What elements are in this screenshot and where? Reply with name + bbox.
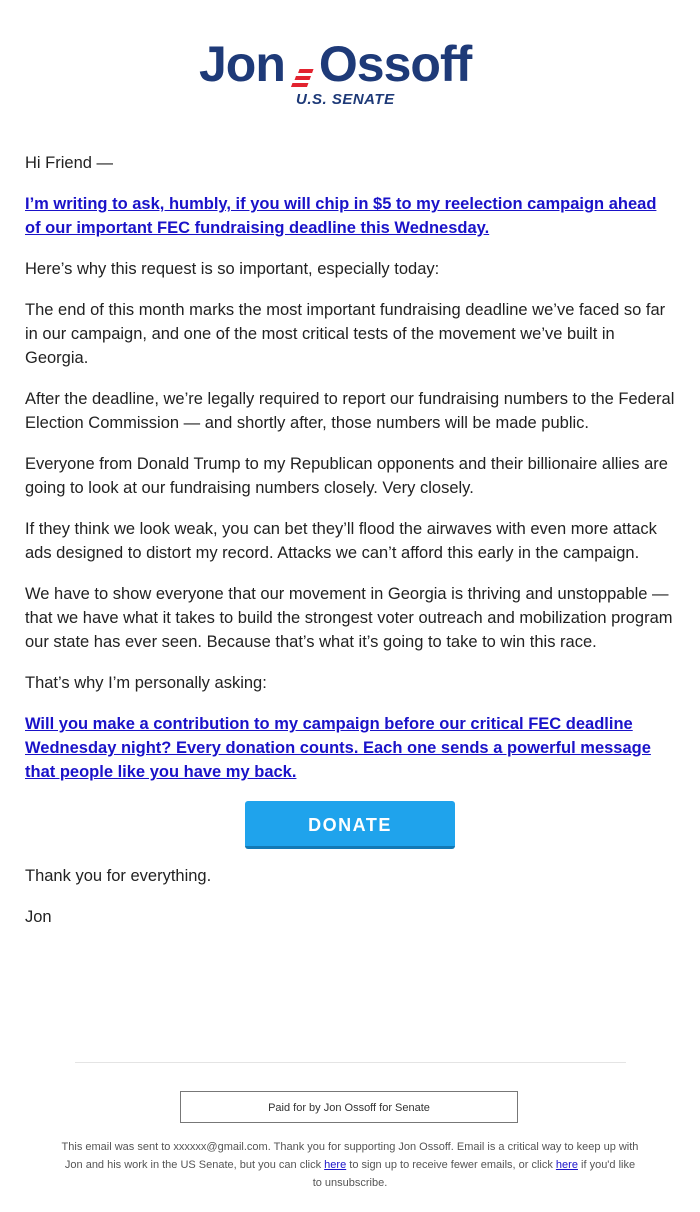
greeting: Hi Friend — [25,154,114,172]
body-paragraph: We have to show everyone that our movement in Georgia is thriving and unstoppable — that we have what it takes to build the strongest voter outreach and mobilization program our state has ever seen. Because that’s what it’s going to take to win this race. [25,585,673,651]
body-paragraph: Here’s why this request is so important, especially today: [25,260,440,278]
logo-last-name: Ossoff [318,36,472,92]
paid-for-disclaimer: Paid for by Jon Ossoff for Senate [180,1091,518,1123]
body-paragraph: The end of this month marks the most important fundraising deadline we’ve faced so far in our campaign, and one of the most critical tests of the movement we’ve built in Georgia. [25,301,666,367]
donate-button[interactable]: DONATE [245,801,455,849]
logo-subtitle: U.S. SENATE [296,91,395,108]
ask-link[interactable]: I’m writing to ask, humbly, if you will chip in $5 to my reelection campaign ahead of our important FEC fundraising deadline this Wednesday. [25,195,657,237]
signature: Jon [25,908,52,926]
notice-text: This email was sent to xxxxxx@gmail.com. Thank you for supporting Jon Ossoff. Email is a critical way to keep up with Jon and his work in the US Senate, but you can click [61,1141,639,1171]
flag-stripes-icon [289,50,315,80]
email-body [25,151,675,946]
thanks-line: Thank you for everything. [25,867,212,885]
body-paragraph: After the deadline, we’re legally required to report our fundraising numbers to the Federal Election Commission — and shortly after, those numbers will be made public. [25,390,675,432]
campaign-logo [0,36,700,112]
fewer-emails-link[interactable]: here [324,1159,347,1171]
body-paragraph: If they think we look weak, you can bet they’ll flood the airwaves with even more attack ads designed to distort my record. Attacks we can’t afford this early in the campaign. [25,520,657,562]
unsubscribe-link[interactable]: here [555,1159,578,1171]
contribution-paragraph [25,712,675,784]
logo-first-name: Jon [199,36,285,92]
logo-wordmark [199,36,471,92]
footer-divider [75,1062,626,1063]
notice-text: if you'd like to unsubscribe. [312,1159,636,1189]
body-paragraph: That’s why I’m personally asking: [25,674,267,692]
body-paragraph: Everyone from Donald Trump to my Republican opponents and their billionaire allies are going to look at our fundraising numbers closely. Very closely. [25,455,668,497]
footer-notice [60,1138,640,1192]
contribution-link[interactable]: Will you make a contribution to my campaign before our critical FEC deadline Wednesday night? Every donation counts. Each one sends a powerful message that people like you have my back. [25,715,651,781]
donate-container [25,801,675,849]
ask-paragraph [25,192,675,240]
notice-text: to sign up to receive fewer emails, or click [349,1159,553,1171]
